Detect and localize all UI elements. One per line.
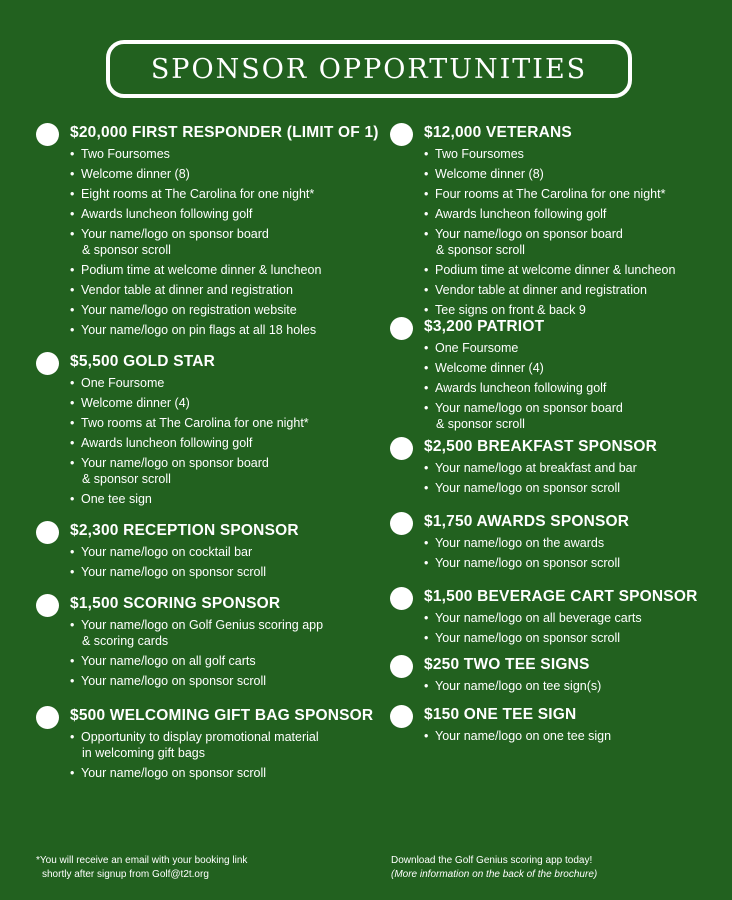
benefit-line: • Your name/logo on sponsor board [435,227,623,241]
tier-bullet-circle [390,437,413,460]
tier-benefits-list [424,728,611,744]
benefit-item: • Your name/logo on all beverage carts [424,610,697,626]
benefit-item: • Two Foursomes [424,146,675,162]
benefit-item: • Two Foursomes [70,146,379,162]
sponsor-tier [390,434,657,500]
tier-bullet-circle [36,706,59,729]
app-footnote [391,854,597,882]
tier-title: $500 WELCOMING GIFT BAG SPONSOR [70,707,374,724]
sponsor-tier [390,652,601,698]
tier-bullet-circle [390,655,413,678]
benefit-item [424,226,675,258]
benefit-item: • Your name/logo on sponsor scroll [424,555,629,571]
tier-title: $2,300 RECEPTION SPONSOR [70,522,299,539]
tier-bullet-circle [390,317,413,340]
tier-title: $150 ONE TEE SIGN [424,706,577,723]
title-banner [106,40,632,98]
tier-title: $1,750 AWARDS SPONSOR [424,513,630,530]
benefit-line: • Your name/logo on sponsor board [435,401,623,415]
benefit-item: • Welcome dinner (4) [424,360,623,376]
tier-bullet-circle [36,594,59,617]
benefit-item: • Awards luncheon following golf [424,380,623,396]
sponsor-tier [390,702,611,748]
tier-benefits-list [424,610,697,646]
tier-title: $12,000 VETERANS [424,124,572,141]
benefit-item: • Welcome dinner (4) [70,395,309,411]
booking-footnote-line1: *You will receive an email with your booking link [36,855,248,866]
tier-bullet-circle [390,587,413,610]
tier-bullet-circle [36,352,59,375]
tier-benefits-list [70,375,309,507]
benefit-item: • Four rooms at The Carolina for one night* [424,186,675,202]
benefit-item: • Your name/logo on sponsor scroll [424,630,697,646]
benefit-item: • Your name/logo on sponsor scroll [70,564,299,580]
tier-title: $250 TWO TEE SIGNS [424,656,590,673]
benefit-item: • Your name/logo on sponsor scroll [424,480,657,496]
sponsor-tier [36,703,373,785]
booking-footnote [36,854,247,882]
benefit-item: • Awards luncheon following golf [424,206,675,222]
benefit-item: • Your name/logo on registration website [70,302,379,318]
tier-bullet-circle [390,705,413,728]
benefit-item: • Eight rooms at The Carolina for one night* [70,186,379,202]
sponsor-tier [36,591,323,693]
tier-bullet-circle [36,123,59,146]
tier-bullet-circle [390,512,413,535]
tier-title: $1,500 BEVERAGE CART SPONSOR [424,588,698,605]
tier-benefits-list [424,146,675,318]
benefit-line: & scoring cards [82,634,169,648]
benefit-line: • Your name/logo on sponsor board [81,456,269,470]
sponsor-tier [390,509,629,575]
benefit-item: • Welcome dinner (8) [424,166,675,182]
benefit-item: • Your name/logo on pin flags at all 18 holes [70,322,379,338]
benefit-item: • Your name/logo on sponsor scroll [70,765,373,781]
benefit-item: • Two rooms at The Carolina for one night* [70,415,309,431]
tier-benefits-list [424,535,629,571]
benefit-line: & sponsor scroll [82,472,171,486]
tier-benefits-list [70,729,373,781]
app-footnote-line1: Download the Golf Genius scoring app today! [391,855,593,866]
benefit-item: • Podium time at welcome dinner & luncheon [424,262,675,278]
page-title: SPONSOR OPPORTUNITIES [150,53,588,85]
benefit-item [70,729,373,761]
benefit-line: & sponsor scroll [436,243,525,257]
sponsor-tier [36,349,309,511]
tier-benefits-list [70,617,323,689]
tier-title: $5,500 GOLD STAR [70,353,216,370]
tier-benefits-list [424,678,601,694]
tier-title: $3,200 PATRIOT [424,318,545,335]
benefit-line: • Your name/logo on sponsor board [81,227,269,241]
sponsor-tier [36,518,299,584]
tier-title: $2,500 BREAKFAST SPONSOR [424,438,658,455]
sponsor-tier [390,120,675,322]
tier-title: $20,000 FIRST RESPONDER (LIMIT OF 1) [70,124,379,141]
benefit-item: • Your name/logo on tee sign(s) [424,678,601,694]
tier-benefits-list [70,544,299,580]
tier-benefits-list [424,340,623,432]
benefit-item: • Vendor table at dinner and registration [424,282,675,298]
app-footnote-line2: (More information on the back of the brochure) [391,869,598,880]
benefit-line: & sponsor scroll [82,243,171,257]
benefit-line: • Opportunity to display promotional material [81,730,319,744]
benefit-line: • Your name/logo on Golf Genius scoring app [81,618,324,632]
benefit-item: • Awards luncheon following golf [70,435,309,451]
sponsor-tier [36,120,379,342]
benefit-item [70,226,379,258]
benefit-item: • Your name/logo on the awards [424,535,629,551]
benefit-item: • Your name/logo on sponsor scroll [70,673,323,689]
booking-footnote-line2: shortly after signup from Golf@t2t.org [42,869,209,880]
tier-benefits-list [70,146,379,338]
benefit-item [70,617,323,649]
benefit-item: • Welcome dinner (8) [70,166,379,182]
benefit-item: • Vendor table at dinner and registration [70,282,379,298]
sponsor-tier [390,584,697,650]
benefit-item: • Your name/logo on all golf carts [70,653,323,669]
benefit-item: • Awards luncheon following golf [70,206,379,222]
benefit-item: • One Foursome [424,340,623,356]
benefit-item: • Your name/logo on cocktail bar [70,544,299,560]
benefit-item: • One Foursome [70,375,309,391]
benefit-item: • One tee sign [70,491,309,507]
benefit-line: in welcoming gift bags [82,746,205,760]
benefit-line: & sponsor scroll [436,417,525,431]
tier-bullet-circle [36,521,59,544]
sponsor-tier [390,314,623,436]
benefit-item: • Podium time at welcome dinner & luncheon [70,262,379,278]
benefit-item: • Your name/logo at breakfast and bar [424,460,657,476]
benefit-item: • Your name/logo on one tee sign [424,728,611,744]
benefit-item: • Tee signs on front & back 9 [424,302,675,318]
benefit-item [70,455,309,487]
benefit-item [424,400,623,432]
tier-bullet-circle [390,123,413,146]
tier-title: $1,500 SCORING SPONSOR [70,595,281,612]
tier-benefits-list [424,460,657,496]
